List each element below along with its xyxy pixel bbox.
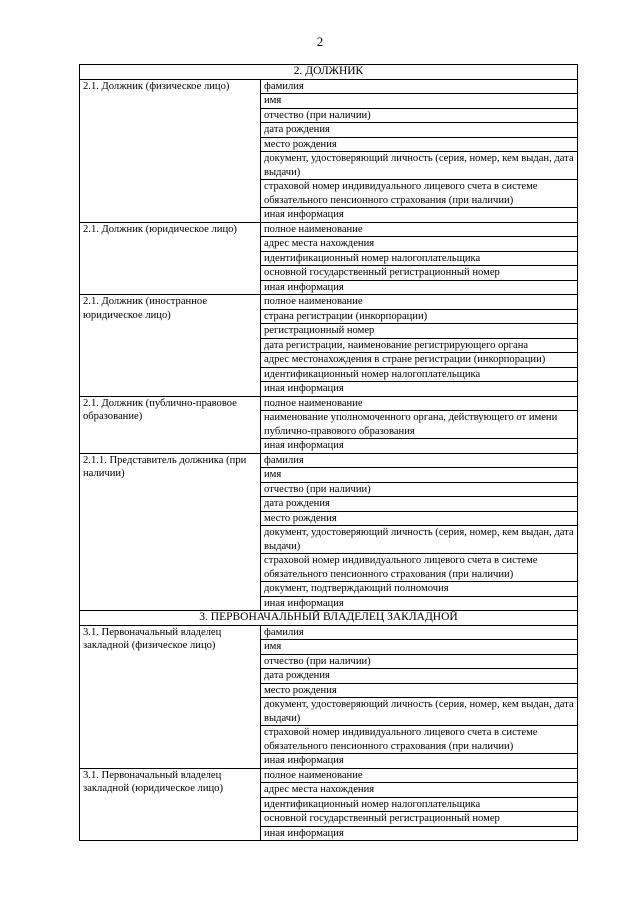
table-body	[80, 65, 578, 841]
field-cell: адрес местонахождения в стране регистрации (инкорпорации)	[261, 353, 578, 368]
field-cell: иная информация	[261, 382, 578, 397]
field-cell: фамилия	[261, 453, 578, 468]
section-title: 2. ДОЛЖНИК	[80, 65, 578, 80]
field-cell: фамилия	[261, 79, 578, 94]
table-row	[80, 295, 578, 310]
field-cell: документ, удостоверяющий личность (серия, номер, кем выдан, дата выдачи)	[261, 526, 578, 554]
field-cell: отчество (при наличии)	[261, 482, 578, 497]
field-cell: иная информация	[261, 754, 578, 769]
field-cell: иная информация	[261, 596, 578, 611]
field-cell: имя	[261, 640, 578, 655]
page-number: 2	[316, 34, 324, 49]
field-cell: адрес места нахождения	[261, 783, 578, 798]
field-cell: идентификационный номер налогоплательщика	[261, 797, 578, 812]
table-row	[80, 222, 578, 237]
field-cell: дата регистрации, наименование регистрирующего органа	[261, 338, 578, 353]
table-row	[80, 396, 578, 411]
field-cell: иная информация	[261, 280, 578, 295]
field-cell: страховой номер индивидуального лицевого счета в системе обязательного пенсионного страхования (при наличии)	[261, 554, 578, 582]
field-cell: страна регистрации (инкорпорации)	[261, 309, 578, 324]
field-cell: дата рождения	[261, 123, 578, 138]
group-label: 2.1. Должник (публично-правовое образование)	[80, 396, 261, 453]
field-cell: фамилия	[261, 625, 578, 640]
group-label: 2.1.1. Представитель должника (при наличии)	[80, 453, 261, 611]
field-cell: полное наименование	[261, 396, 578, 411]
field-cell: страховой номер индивидуального лицевого счета в системе обязательного пенсионного страхования (при наличии)	[261, 726, 578, 754]
field-cell: документ, подтверждающий полномочия	[261, 582, 578, 597]
group-label: 3.1. Первоначальный владелец закладной (юридическое лицо)	[80, 768, 261, 841]
table-row	[80, 453, 578, 468]
field-cell: полное наименование	[261, 295, 578, 310]
field-cell: место рождения	[261, 683, 578, 698]
field-cell: основной государственный регистрационный номер	[261, 812, 578, 827]
group-label: 3.1. Первоначальный владелец закладной (физическое лицо)	[80, 625, 261, 768]
group-label: 2.1. Должник (юридическое лицо)	[80, 222, 261, 295]
group-label: 2.1. Должник (физическое лицо)	[80, 79, 261, 222]
section-title: 3. ПЕРВОНАЧАЛЬНЫЙ ВЛАДЕЛЕЦ ЗАКЛАДНОЙ	[80, 611, 578, 626]
field-cell: место рождения	[261, 511, 578, 526]
field-cell: регистрационный номер	[261, 324, 578, 339]
field-cell: отчество (при наличии)	[261, 654, 578, 669]
table-row	[80, 625, 578, 640]
field-cell: полное наименование	[261, 768, 578, 783]
field-cell: иная информация	[261, 439, 578, 454]
field-cell: идентификационный номер налогоплательщика	[261, 251, 578, 266]
field-cell: имя	[261, 468, 578, 483]
group-label: 2.1. Должник (иностранное юридическое лицо)	[80, 295, 261, 397]
table-row	[80, 768, 578, 783]
field-cell: страховой номер индивидуального лицевого счета в системе обязательного пенсионного страхования (при наличии)	[261, 180, 578, 208]
table-row	[80, 79, 578, 94]
field-cell: имя	[261, 94, 578, 109]
section-header-row	[80, 65, 578, 80]
field-cell: документ, удостоверяющий личность (серия, номер, кем выдан, дата выдачи)	[261, 698, 578, 726]
field-cell: основной государственный регистрационный номер	[261, 266, 578, 281]
field-cell: отчество (при наличии)	[261, 108, 578, 123]
field-cell: дата рождения	[261, 497, 578, 512]
field-cell: документ, удостоверяющий личность (серия, номер, кем выдан, дата выдачи)	[261, 152, 578, 180]
field-cell: иная информация	[261, 208, 578, 223]
field-cell: идентификационный номер налогоплательщика	[261, 367, 578, 382]
field-cell: полное наименование	[261, 222, 578, 237]
field-cell: место рождения	[261, 137, 578, 152]
data-table	[79, 64, 578, 841]
field-cell: дата рождения	[261, 669, 578, 684]
field-cell: наименование уполномоченного органа, действующего от имени публично-правового образования	[261, 411, 578, 439]
section-header-row	[80, 611, 578, 626]
field-cell: иная информация	[261, 826, 578, 841]
field-cell: адрес места нахождения	[261, 237, 578, 252]
